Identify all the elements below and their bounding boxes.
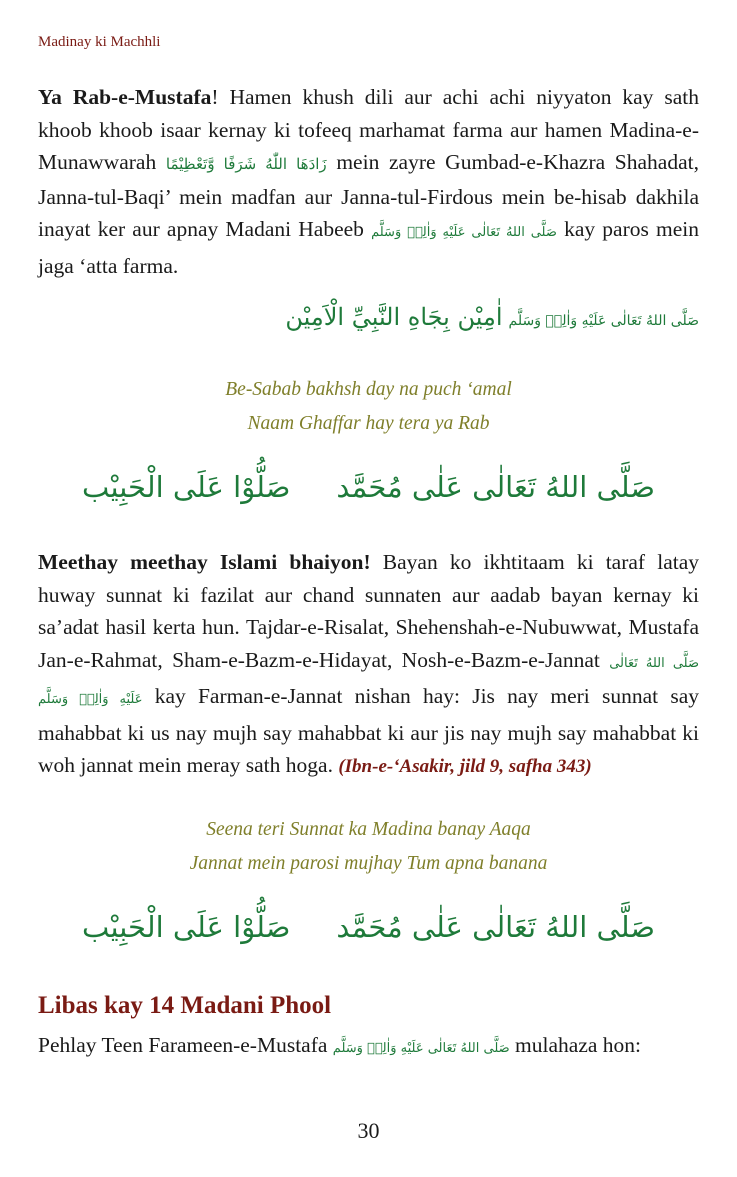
- salutation-honorific: صَلَّى اللهُ تَعَالٰى عَلَيْهِ وَاٰلِهٖ وَسَلَّم: [38, 655, 699, 707]
- salawat-2-response: صَلَّى اللهُ تَعَالٰى عَلٰى مُحَمَّد: [336, 910, 655, 944]
- salawat-1-call: صَلُّوْا عَلَى الْحَبِيْب: [82, 470, 291, 504]
- farameen-text-b: mulahaza hon:: [509, 1033, 642, 1057]
- couplet-1: [0, 373, 737, 441]
- couplet-1-line-2: Naam Ghaffar hay tera ya Rab: [247, 413, 490, 434]
- salutation-honorific: صَلَّى اللهُ تَعَالٰى عَلَيْهِ وَاٰلِهٖ وَسَلَّم: [332, 1041, 510, 1056]
- ameen-salutation: صَلَّى اللهُ تَعَالٰى عَلَيْهِ وَاٰلِهٖ وَسَلَّم: [508, 313, 699, 329]
- sunnat-text-a: Bayan ko ikhtitaam ki taraf latay huway sunnat ki fazilat aur chand sunnaten aur aadab bayan kernay ki sa’adat hasil kerta hun. Tajdar-e-Risalat, Shehenshah-e-Nubuwwat, Mustafa Jan-e-Rahmat, Sham-e-Bazm-e-Hidayat, Nosh-e-Bazm-e-Jannat: [38, 550, 700, 672]
- couplet-2-line-2: Jannat mein parosi mujhay Tum apna banana: [189, 853, 548, 874]
- couplet-2-line-1: Seena teri Sunnat ka Madina banay Aaqa: [206, 819, 531, 840]
- page-number: 30: [357, 1118, 380, 1143]
- salawat-1: [0, 470, 737, 505]
- farameen-line: [38, 1033, 641, 1058]
- dua-paragraph: [38, 81, 699, 282]
- couplet-1-line-1: Be-Sabab bakhsh day na puch ‘amal: [225, 379, 512, 400]
- sunnat-lead: Meethay meethay Islami bhaiyon!: [38, 550, 371, 574]
- dua-text-b: mein zayre Gumbad-e-Khazra Shahadat, Janna-tul-Baqi’ mein madfan aur Janna-tul-Firdous mein be-hisab dakhila inayat ker aur apnay Madani Habeeb: [38, 150, 699, 241]
- ameen-line: [285, 303, 699, 332]
- dua-text-c: kay paros mein jaga ‘atta farma.: [38, 217, 699, 278]
- sunnat-text-b: kay Farman-e-Jannat nishan hay: Jis nay meri sunnat say mahabbat ki us nay mujh say mahabbat ki aur jis nay mujh say mahabbat ki woh jannat mein meray sath hoga.: [38, 684, 699, 777]
- running-title: Madinay ki Machhli: [38, 34, 161, 50]
- dua-text-a: ! Hamen khush dili aur achi achi niyyaton kay sath khoob khoob isaar kernay ki tofeeq marhamat farma aur hamen Madina-e-Munawwarah: [38, 85, 699, 174]
- farameen-text-a: Pehlay Teen Farameen-e-Mustafa: [38, 1033, 333, 1057]
- ameen-text: اٰمِيْن بِجَاهِ النَّبِيِّ الْاَمِيْن: [285, 303, 503, 331]
- section-heading: Libas kay 14 Madani Phool: [38, 992, 332, 1019]
- salawat-1-response: صَلَّى اللهُ تَعَالٰى عَلٰى مُحَمَّد: [336, 470, 655, 504]
- dua-lead: Ya Rab-e-Mustafa: [38, 85, 212, 109]
- salutation-honorific: صَلَّى اللهُ تَعَالٰى عَلَيْهِ وَاٰلِهٖ وَسَلَّم: [371, 225, 557, 240]
- salawat-2: [0, 910, 737, 945]
- couplet-2: [0, 813, 737, 881]
- salawat-2-call: صَلُّوْا عَلَى الْحَبِيْب: [82, 910, 291, 944]
- zaadaha-honorific: زَادَهَا اللّٰهُ شَرَفًا وَّتَعْظِيْمًا: [165, 155, 327, 173]
- sunnat-paragraph: [38, 546, 699, 784]
- citation: (Ibn-e-‘Asakir, jild 9, safha 343): [338, 756, 592, 777]
